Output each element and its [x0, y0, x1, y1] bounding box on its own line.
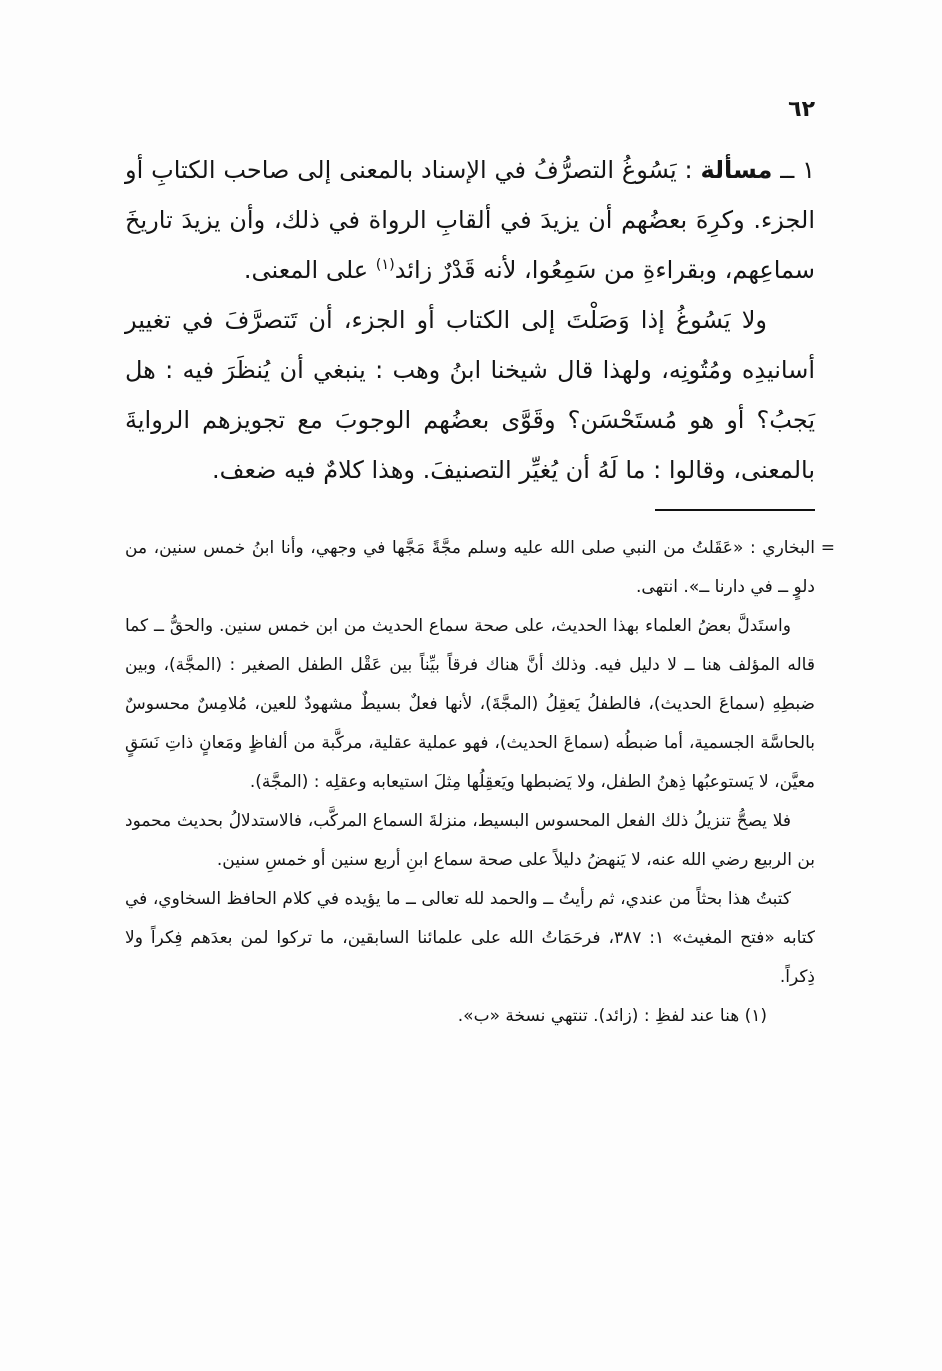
footnote-paragraph: واستَدلَّ بعضُ العلماء بهذا الحديث، على صحة سماع الحديث من ابن خمس سنين. والحقُّ ــ كما قاله المؤلف هنا ــ لا دليل فيه. وذلك أنَّ هناك فرقاً بيِّناً بين عَقْل الطفل الصغير : (المجَّة)، وبين ضبطِهِ (سماعَ الحديث)، فالطفلُ يَعقِلُ (المجَّةَ)، لأنها فعلٌ بسيطٌ مشهودٌ للعين، مُلامِسٌ محسوسٌ بالحاسَّة الجسمية، أما ضبطُه (سماعَ الحديث)، فهو عملية عقلية، مركَّبة من ألفاظٍ ومَعانٍ ذاتِ نَسَقٍ معيَّن، لا يَستوعبُها ذِهنُ الطفل، ولا يَضبطها ويَعقِلُها مِثلَ استيعابه وعقلِه : (المجَّة). — [125, 616, 815, 792]
footnote-reference: (١) — [375, 257, 395, 273]
main-paragraph-1-text-end: على المعنى. — [243, 256, 376, 284]
footnotes — [125, 529, 835, 1036]
main-paragraph-1 — [125, 145, 815, 295]
issue-number: ١ ــ — [772, 156, 815, 184]
main-paragraph-2: ولا يَسُوغُ إذا وَصَلْتَ إلى الكتاب أو الجزء، أن تَتصرَّفَ في تغيير أسانيدِه ومُتُونِه، ولهذا قال شيخنا ابنُ وهب : ينبغي أن يُنظَرَ فيه : هل يَجبُ؟ أو هو مُستَحْسَن؟ وقَوَّى بعضُهم الوجوبَ مع تجويزهم الروايةَ بالمعنى، وقالوا : ما لَهُ أن يُغيِّر التصنيفَ. وهذا كلامٌ فيه ضعف. — [125, 306, 815, 484]
footnote-separator — [655, 509, 815, 511]
continuation-marker: = — [820, 538, 835, 558]
footnote-paragraph: كتبتُ هذا بحثاً من عندي، ثم رأيتُ ــ والحمد لله تعالى ــ ما يؤيده في كلام الحافظ السخاوي، في كتابه «فتح المغيث» ١: ٣٨٧، فرحَمَاتُ الله على علمائنا السابقين، ما تركوا لمن بعدَهم فِكراً ولا ذِكراً. — [125, 889, 815, 987]
issue-heading: مسألة — [700, 156, 773, 184]
main-text — [125, 145, 815, 495]
page-number: ٦٢ — [788, 97, 815, 122]
main-paragraph-1-text: : يَسُوغُ التصرُّفُ في الإسناد بالمعنى إلى صاحب الكتابِ أو الجزء. وكرِهَ بعضُهم أن يزيدَ في ألقابِ الرواة في ذلك، وأن يزيدَ تاريخَ سماعِهم، وبقراءةِ من سَمِعُوا، لأنه قَدْرٌ زائد — [125, 156, 815, 284]
footnote-continuation — [125, 529, 835, 607]
note-text: هنا عند لفظِ : (زائد). تنتهي نسخة «ب». — [457, 1006, 740, 1026]
footnote-note-1 — [125, 997, 815, 1036]
continuation-text: البخاري : «عَقَلتُ من النبي صلى الله عليه وسلم مجَّةً مَجَّها في وجهي، وأنا ابنُ خمس سنين، من دلوٍ ــ في دارنا ــ». انتهى. — [125, 538, 815, 597]
footnote-paragraph: فلا يصحُّ تنزيلُ ذلك الفعل المحسوس البسيط، منزلةَ السماع المركَّب، فالاستدلالُ بحديث محمود بن الربيع رضي الله عنه، لا يَنهضُ دليلاً على صحة سماع ابنِ أربع سنين أو خمسِ سنين. — [125, 811, 815, 870]
note-marker: (١) — [744, 1006, 767, 1026]
